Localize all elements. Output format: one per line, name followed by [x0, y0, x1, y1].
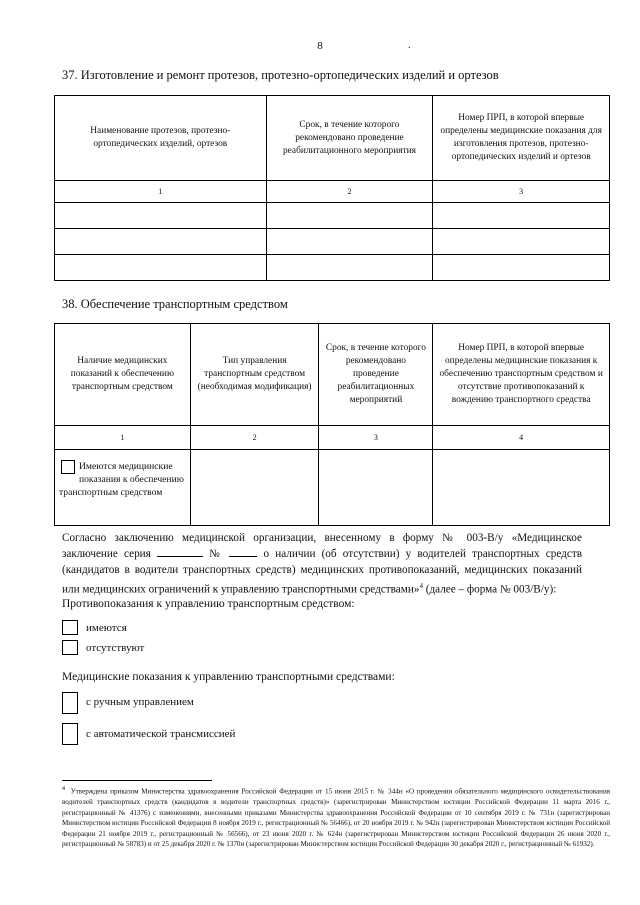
table-cell[interactable]: [55, 229, 267, 255]
table-38-num-1: 1: [55, 426, 191, 450]
table-cell[interactable]: [190, 450, 319, 526]
table-37-header-2: Срок, в течение которого рекомендовано проведение реабилитационного мероприятия: [266, 96, 433, 181]
footnote-ref: 4: [419, 582, 423, 590]
transport-indication-checkbox[interactable]: [61, 460, 75, 474]
table-cell[interactable]: [433, 450, 610, 526]
footnote: [62, 784, 610, 850]
table-cell[interactable]: [266, 255, 433, 281]
series-blank[interactable]: [157, 546, 203, 557]
table-37-num-3: 3: [433, 181, 610, 203]
table-row: [55, 255, 610, 281]
table-cell[interactable]: [433, 229, 610, 255]
section-38-title: 38. Обеспечение транспортным средством: [62, 297, 288, 311]
table-cell[interactable]: [433, 203, 610, 229]
table-cell[interactable]: [55, 255, 267, 281]
conclusion-text-3: о наличии (об отсутствии) у водителей транспортных средств (кандидатов в водители транспортных средств) медицинских противопоказаний, медицинских показаний или медицинских ограничений к управлению транспортными средствами»: [62, 548, 582, 596]
contraindications-absent-label: отсутствуют: [86, 641, 145, 654]
table-cell[interactable]: [433, 255, 610, 281]
conclusion-paragraph: [62, 530, 582, 598]
table-37-header-1: Наименование протезов, протезно-ортопедических изделий, ортезов: [55, 96, 267, 181]
table-cell[interactable]: [266, 229, 433, 255]
page-mark: .: [408, 40, 411, 51]
footnote-mark: 4: [62, 786, 65, 792]
contraindications-present-label: имеются: [86, 621, 127, 634]
table-38-header-4: Номер ПРП, в которой впервые определены медицинские показания к обеспечению транспортным средством и отсутствие противопоказаний к вождению транспортного средства: [433, 324, 610, 426]
table-38: [54, 323, 610, 526]
contraindications-present-option[interactable]: [62, 620, 127, 635]
number-blank[interactable]: [229, 546, 257, 557]
automatic-transmission-checkbox[interactable]: [62, 723, 78, 745]
footnote-text: Утверждена приказом Министерства здравоохранения Российской Федерации от 15 июня 2015 г. № 344н «О проведении обязательного медицинского освидетельствования водителей транспортных средств (кандидатов в водители транспортных средств)» (зарегистрирован Министерством юстиции Российской Федерации 11 марта 2016 г., регистрационный № 41376) с изменениями, внесенными приказами Министерства здравоохранения Российской Федерации от 10 сентября 2019 г. № 731н (зарегистрирован Министерством юстиции Российской Федерации 8 ноября 2019 г., регистрационный № 56466), от 20 ноября 2019 г. № 942н (зарегистрирован Министерством юстиции Российской Федерации 21 ноября 2019 г., регистрационный № 56566), от 23 июня 2020 г. № 624н (зарегистрирован Министерством юстиции Российской Федерации 26 июня 2020 г., регистрационный № 58783) и от 25 декабря 2020 г. № 1370н (зарегистрирован Министерством юстиции Российской Федерации 30 декабря 2020 г., регистрационный № 61932).: [62, 787, 610, 849]
footnote-divider: [62, 780, 212, 781]
table-38-header-2: Тип управления транспортным средством (необходимая модификация): [190, 324, 319, 426]
contraindications-title: Противопоказания к управлению транспортным средством:: [62, 598, 355, 610]
table-38-num-3: 3: [319, 426, 433, 450]
table-cell[interactable]: [55, 203, 267, 229]
table-38-num-4: 4: [433, 426, 610, 450]
transport-indication-cell: [55, 450, 191, 526]
table-38-header-3: Срок, в течение которого рекомендовано проведение реабилитационных мероприятий: [319, 324, 433, 426]
manual-control-checkbox[interactable]: [62, 692, 78, 714]
table-38-num-2: 2: [190, 426, 319, 450]
contraindications-absent-checkbox[interactable]: [62, 640, 78, 655]
automatic-transmission-label: с автоматической трансмиссией: [86, 728, 236, 740]
table-37-num-1: 1: [55, 181, 267, 203]
indications-title: Медицинские показания к управлению транспортными средствами:: [62, 671, 395, 683]
transport-indication-label: Имеются медицинские показания к обеспечению транспортным средством: [59, 461, 184, 498]
table-cell[interactable]: [319, 450, 433, 526]
manual-control-label: с ручным управлением: [86, 696, 194, 708]
table-cell[interactable]: [266, 203, 433, 229]
conclusion-text-1: Согласно заключению медицинской организации, внесенному в форму № 003-В/у «Медицинское заключение серия: [62, 532, 582, 560]
table-38-header-1: Наличие медицинских показаний к обеспечению транспортным средством: [55, 324, 191, 426]
contraindications-absent-option[interactable]: [62, 640, 144, 655]
table-row: [55, 229, 610, 255]
contraindications-present-checkbox[interactable]: [62, 620, 78, 635]
conclusion-text-4: (далее – форма № 003/В/у):: [425, 583, 557, 596]
section-37-title: 37. Изготовление и ремонт протезов, протезно-ортопедических изделий и ортезов: [62, 68, 499, 82]
table-37: [54, 95, 610, 281]
page-number: 8: [317, 40, 323, 52]
conclusion-text-2: №: [209, 548, 224, 560]
table-37-num-2: 2: [266, 181, 433, 203]
table-37-header-3: Номер ПРП, в которой впервые определены медицинские показания для изготовления протезов, протезно-ортопедических изделий и ортезов: [433, 96, 610, 181]
table-row: [55, 203, 610, 229]
